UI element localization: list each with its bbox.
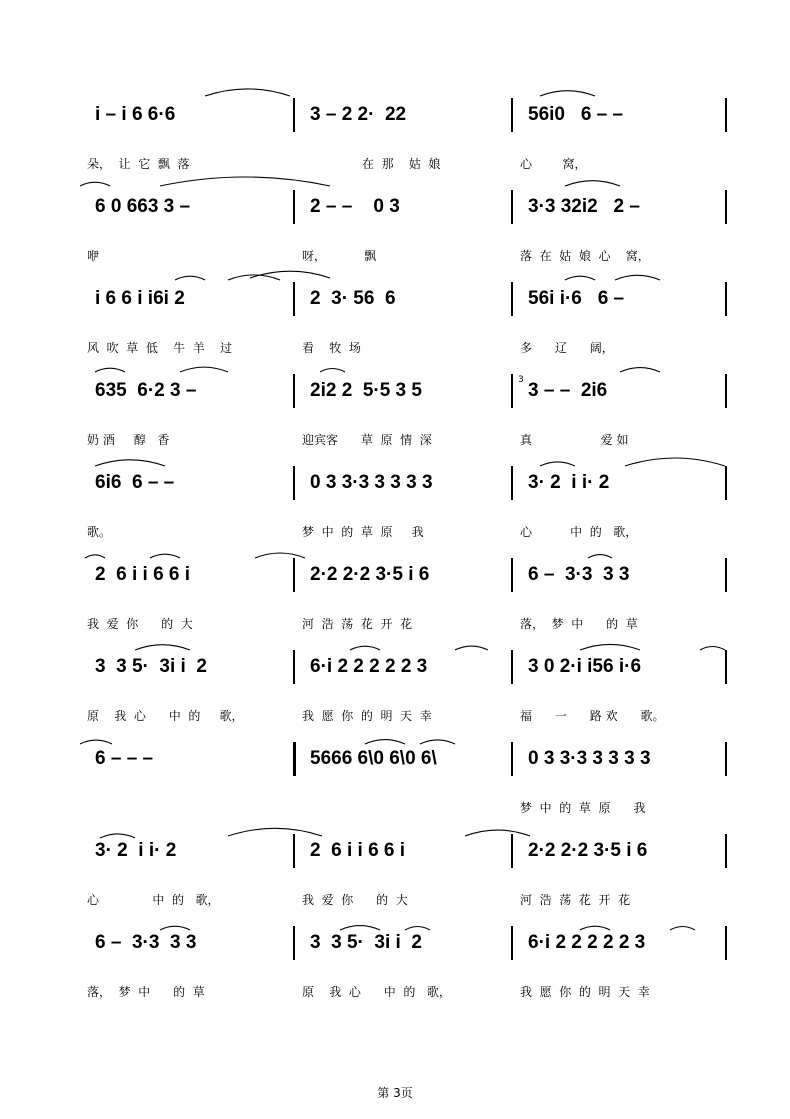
lyric-line: 迎宾客 草 原 情 深 <box>302 433 432 447</box>
slur <box>420 740 455 744</box>
slur <box>700 647 725 651</box>
lyric-line: 落， 梦 中 的 草 <box>520 617 638 631</box>
lyric-line: 我 爱 你 的 大 <box>87 617 193 631</box>
slur <box>540 91 595 96</box>
measure-notes: 635 6·2 3 – <box>95 380 197 401</box>
measure-notes: i 6 6 i i6i 2 <box>95 288 185 309</box>
lyric-line: 福 一 路 欢 歌。 <box>520 709 665 723</box>
slur <box>80 740 112 744</box>
lyric-line: 我 爱 你 的 大 <box>302 893 408 907</box>
slur <box>365 740 405 744</box>
measure-notes: 2i2 2 5·5 3 5 <box>310 380 422 401</box>
lyric-line: 咿 <box>87 249 100 263</box>
lyric-line: 奶 酒 醇 香 <box>87 433 170 447</box>
slur <box>670 927 695 931</box>
slur <box>320 369 345 373</box>
measure-notes: 6 – – – <box>95 748 154 769</box>
measure-notes: 6 – 3·3 3 3 <box>95 932 197 953</box>
measure-notes: 2 – – 0 3 <box>310 196 400 217</box>
measure-notes: 2 6 i i 6 6 i <box>95 564 191 585</box>
lyric-line: 多 辽 阔， <box>520 341 614 355</box>
slur <box>175 276 205 280</box>
slur <box>580 644 640 650</box>
slur <box>565 181 620 186</box>
lyric-line: 落 在 姑 娘 心 窝， <box>520 249 650 263</box>
measure-notes: 3 0 2·i i56 i·6 <box>528 656 642 677</box>
grace-note: 3 <box>518 375 524 385</box>
slur <box>455 646 488 650</box>
measure-notes: 56i i·6 6 – <box>528 288 625 309</box>
measure-notes: 0 3 3·3 3 3 3 3 <box>310 472 433 493</box>
lyric-line: 我 愿 你 的 明 天 幸 <box>520 985 650 999</box>
slur <box>228 275 280 280</box>
slur <box>135 645 190 650</box>
lyric-line: 梦 中 的 草 原 我 <box>520 801 646 815</box>
lyric-line: 歌。 <box>87 525 112 539</box>
measure-notes: 6i6 6 – – <box>95 472 175 493</box>
slur <box>540 462 575 466</box>
slur <box>95 368 125 372</box>
measure-notes: 56i0 6 – – <box>528 104 624 125</box>
lyric-line: 原 我 心 中 的 歌， <box>302 985 451 999</box>
measure-notes: 2·2 2·2 3·5 i 6 <box>310 564 430 585</box>
slur <box>85 555 105 558</box>
measure-notes: 0 3 3·3 3 3 3 3 <box>528 748 651 769</box>
slur <box>625 458 725 466</box>
slur <box>350 646 380 650</box>
lyric-line: 原 我 心 中 的 歌， <box>87 709 244 723</box>
measure-notes: 6 – 3·3 3 3 <box>528 564 630 585</box>
slur <box>160 926 190 930</box>
measure-notes: 5666 6\0 6\0 6\ <box>310 748 437 769</box>
lyric-line: 真 爱 如 <box>520 433 629 447</box>
lyric-line: 心 窝， <box>520 157 587 171</box>
measure-notes: 2·2 2·2 3·5 i 6 <box>528 840 648 861</box>
slur <box>250 271 330 278</box>
measure-notes: 2 3· 56 6 <box>310 288 396 309</box>
slur <box>228 828 322 836</box>
lyric-line: 心 中 的 歌， <box>520 525 638 539</box>
slur <box>580 926 610 930</box>
measure-notes: 3 3 5· 3i i 2 <box>95 656 207 677</box>
lyric-line: 呀， 飘 <box>302 249 377 263</box>
slur <box>100 834 135 838</box>
measure-notes: i – i 6 6·6 <box>95 104 176 125</box>
measure-notes: 3 3 5· 3i i 2 <box>310 932 422 953</box>
slur <box>620 368 660 372</box>
lyric-line: 我 愿 你 的 明 天 幸 <box>302 709 432 723</box>
measure-notes: 2 6 i i 6 6 i <box>310 840 406 861</box>
lyric-line: 河 浩 荡 花 开 花 <box>302 617 413 631</box>
measure-notes: 3· 2 i i· 2 <box>95 840 177 861</box>
lyric-line: 河 浩 荡 花 开 花 <box>520 893 631 907</box>
slur <box>160 177 330 186</box>
measure-notes: 3 – – 2i6 <box>528 380 608 401</box>
slur <box>95 460 165 466</box>
lyric-line: 心 中 的 歌， <box>87 893 220 907</box>
page-number: 第 3页 <box>377 1086 413 1100</box>
lyric-line: 落， 梦 中 的 草 <box>87 985 205 999</box>
measure-notes: 6 0 663 3 – <box>95 196 191 217</box>
slur <box>205 89 290 96</box>
measure-notes: 6·i 2 2 2 2 2 3 <box>310 656 428 677</box>
measure-notes: 6·i 2 2 2 2 2 3 <box>528 932 646 953</box>
slur <box>150 554 180 558</box>
measure-notes: 3 – 2 2· 22 <box>310 104 407 125</box>
lyric-line: 在 那 姑 娘 <box>362 157 441 171</box>
lyric-line: 看 牧 场 <box>302 341 361 355</box>
slur <box>465 830 530 836</box>
lyric-line: 梦 中 的 草 原 我 <box>302 525 424 539</box>
slur <box>405 927 430 931</box>
slur <box>255 553 305 558</box>
slur <box>340 926 380 930</box>
lyric-line: 风 吹 草 低 牛 羊 过 <box>87 341 233 355</box>
measure-notes: 3· 2 i i· 2 <box>528 472 610 493</box>
slur <box>615 275 660 280</box>
slur <box>80 182 110 186</box>
slur <box>588 555 612 558</box>
slur <box>565 276 595 280</box>
lyric-line: 朵， 让 它 飘 落 <box>87 157 190 171</box>
measure-notes: 3·3 32i2 2 – <box>528 196 640 217</box>
slur <box>180 367 228 372</box>
